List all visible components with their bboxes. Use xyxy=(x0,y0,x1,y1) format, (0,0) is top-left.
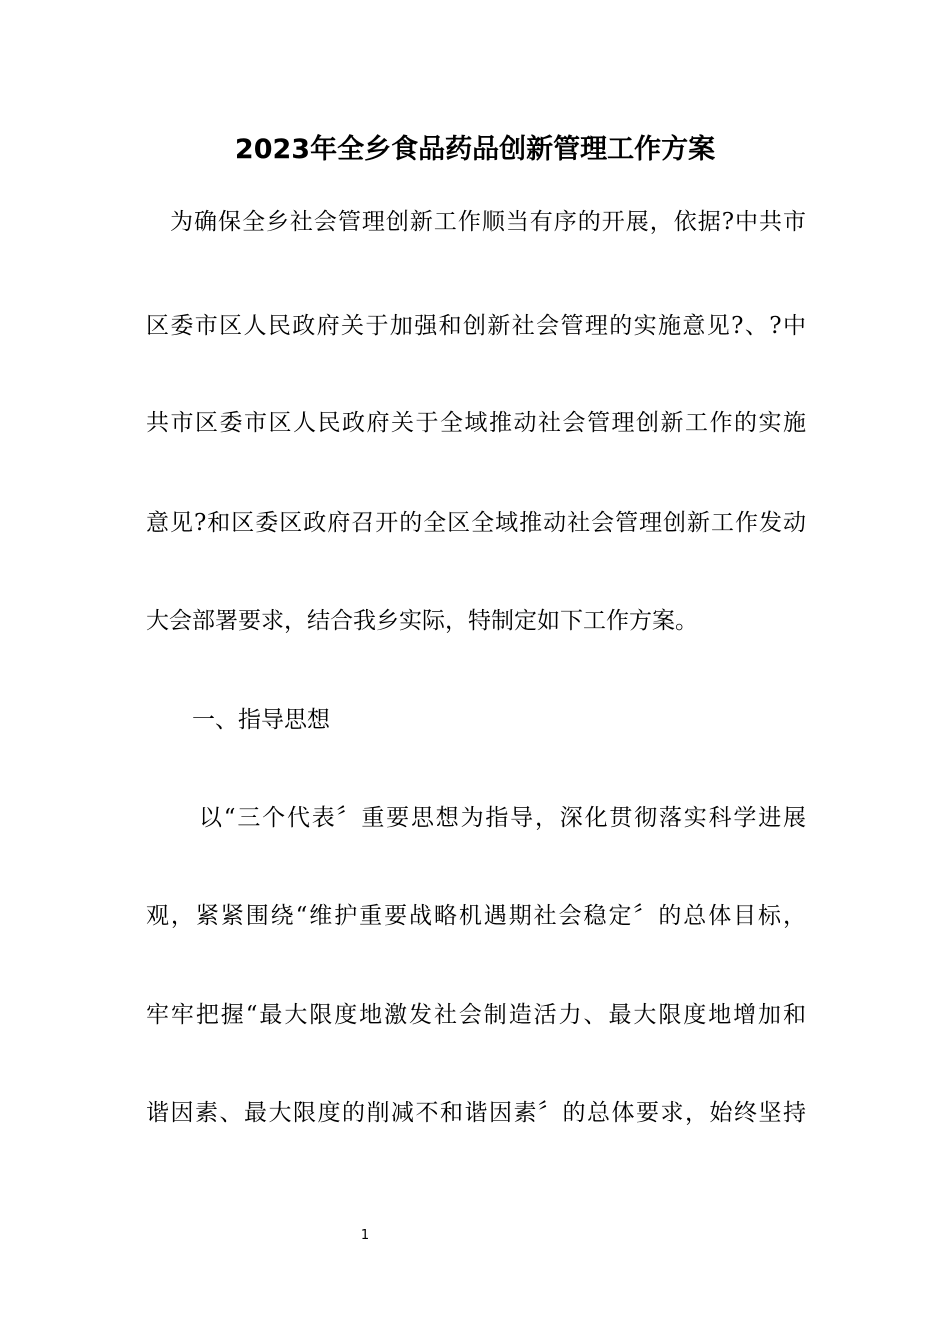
paragraph-line: 意见?和区委区政府召开的全区全域推动社会管理创新工作发动 xyxy=(146,510,806,536)
paragraph-line: 牢牢把握“最大限度地激发社会制造活力、最大限度地增加和 xyxy=(146,1002,806,1028)
paragraph-line: 观，紧紧围绕“维护重要战略机遇期社会稳定〞的总体目标， xyxy=(146,903,806,929)
paragraph-line: 以“三个代表〞重要思想为指导，深化贯彻落实科学进展 xyxy=(199,805,806,831)
document-title: 2023年全乡食品药品创新管理工作方案 xyxy=(234,134,716,165)
paragraph-line: 大会部署要求，结合我乡实际，特制定如下工作方案。 xyxy=(146,608,698,634)
paragraph-line: 谐因素、最大限度的削减不和谐因素〞的总体要求，始终坚持 xyxy=(146,1100,806,1126)
page-number: 1 xyxy=(360,1228,370,1243)
paragraph-line: 区委市区人民政府关于加强和创新社会管理的实施意见?、?中 xyxy=(146,313,806,339)
paragraph-line: 为确保全乡社会管理创新工作顺当有序的开展，依据?中共市 xyxy=(170,209,806,235)
section-heading: 一、指导思想 xyxy=(192,707,330,733)
paragraph-line: 共市区委市区人民政府关于全域推动社会管理创新工作的实施 xyxy=(146,410,806,436)
